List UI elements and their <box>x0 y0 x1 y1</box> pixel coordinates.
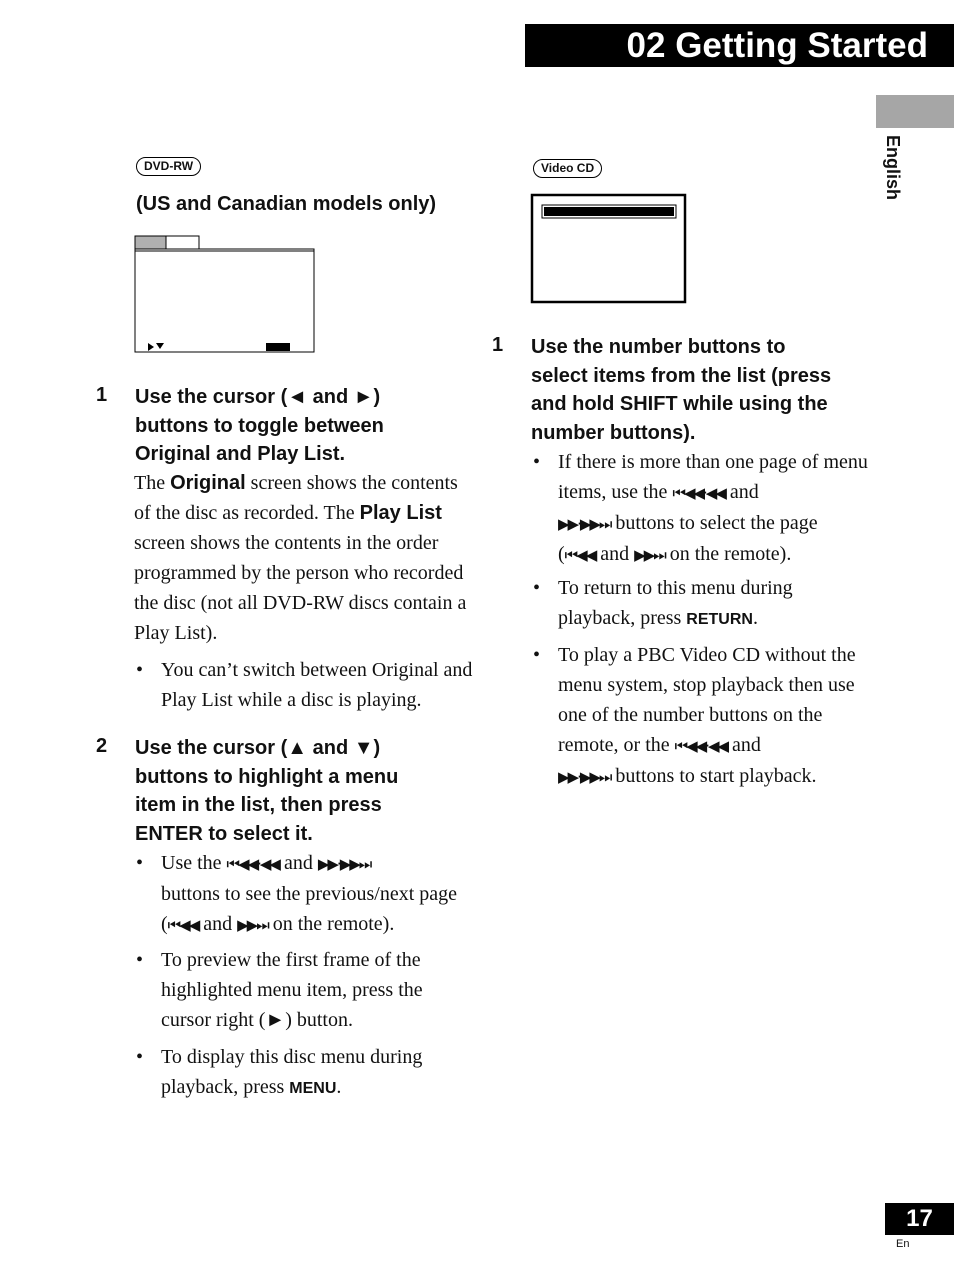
vcd-note-pages: If there is more than one page of menu items, use the ⏮◀◀·◀◀ and ▶▶·▶▶⏭ buttons to select the page (⏮◀◀ and ▶▶⏭ on the remote). <box>558 451 868 565</box>
skip-forward-icon: ▶▶·▶▶⏭ <box>558 515 611 533</box>
vcd-note-pbc: To play a PBC Video CD without the menu system, stop playback then use one of the number buttons on the remote, or the ⏮◀◀·◀◀ and ▶▶·▶▶⏭ buttons to start playback. <box>558 644 856 787</box>
step-number: 1 <box>96 384 108 406</box>
step-1-note: You can’t switch between Original and Play List while a disc is playing. <box>161 659 473 711</box>
original-tab-shape <box>135 236 166 249</box>
step-2-heading: Use the cursor (▲ and ▼) buttons to highlight a menu item in the list, then press ENTER to select it. <box>135 737 399 845</box>
step-number: 1 <box>492 334 504 356</box>
bullet-icon: • <box>136 949 144 971</box>
disc-menu-screen-illustration <box>134 235 318 355</box>
bullet-icon: • <box>533 577 541 599</box>
vcd-menu-screen-illustration <box>530 193 688 305</box>
vcd-step-1-heading: Use the number buttons to select items from the list (press and hold SHIFT while using the number buttons). <box>531 336 832 444</box>
prev-icon: ⏮◀◀ <box>564 546 596 564</box>
language-label: English <box>883 135 903 201</box>
step-2-note-menu: To display this disc menu during playback, press MENU. <box>161 1046 423 1098</box>
bullet-icon: • <box>136 659 144 681</box>
next-icon: ▶▶⏭ <box>634 546 665 564</box>
skip-forward-icon: ▶▶·▶▶⏭ <box>558 768 611 786</box>
play-list-tab-shape <box>166 236 199 249</box>
menu-key-label: MENU <box>289 1080 337 1097</box>
chapter-header-bar <box>525 24 954 67</box>
chapter-title: 02 Getting Started <box>626 26 928 65</box>
page-number: 17 <box>885 1203 954 1235</box>
page-indicator-shape <box>266 343 290 351</box>
step-number: 2 <box>96 735 108 757</box>
bullet-icon: • <box>533 451 541 473</box>
prev-icon: ⏮◀◀ <box>167 916 199 934</box>
step-1-heading: Use the cursor (◄ and ►) buttons to toggle between Original and Play List. <box>135 386 384 465</box>
dvd-rw-badge: DVD-RW <box>136 157 201 176</box>
skip-back-icon: ⏮◀◀·◀◀ <box>674 737 728 755</box>
bullet-icon: • <box>136 852 144 874</box>
skip-forward-icon: ▶▶·▶▶⏭ <box>317 855 371 873</box>
language-tab <box>876 95 954 128</box>
language-code: En <box>896 1238 910 1250</box>
bullet-icon: • <box>136 1046 144 1068</box>
bullet-icon: • <box>533 644 541 666</box>
step-2-note-preview: To preview the first frame of the highlighted menu item, press the cursor right (►) button. <box>161 949 423 1031</box>
skip-back-icon: ⏮◀◀·◀◀ <box>226 855 279 873</box>
highlight-bar-shape <box>544 207 674 216</box>
video-cd-badge: Video CD <box>533 159 602 178</box>
skip-back-icon: ⏮◀◀·◀◀ <box>672 484 725 502</box>
region-subhead: (US and Canadian models only) <box>136 193 437 215</box>
next-icon: ▶▶⏭ <box>237 916 268 934</box>
return-key-label: RETURN <box>686 611 753 628</box>
step-1-body: The Original screen shows the contents of the disc as recorded. The Play List screen shows the contents in the order programmed by the person who recorded the disc (not all DVD-RW discs contain a Play List). <box>134 472 467 644</box>
step-2-note-pages: Use the ⏮◀◀·◀◀ and ▶▶·▶▶⏭ buttons to see the previous/next page (⏮◀◀ and ▶▶⏭ on the remote). <box>161 852 458 935</box>
vcd-note-return: To return to this menu during playback, press RETURN. <box>558 577 793 629</box>
